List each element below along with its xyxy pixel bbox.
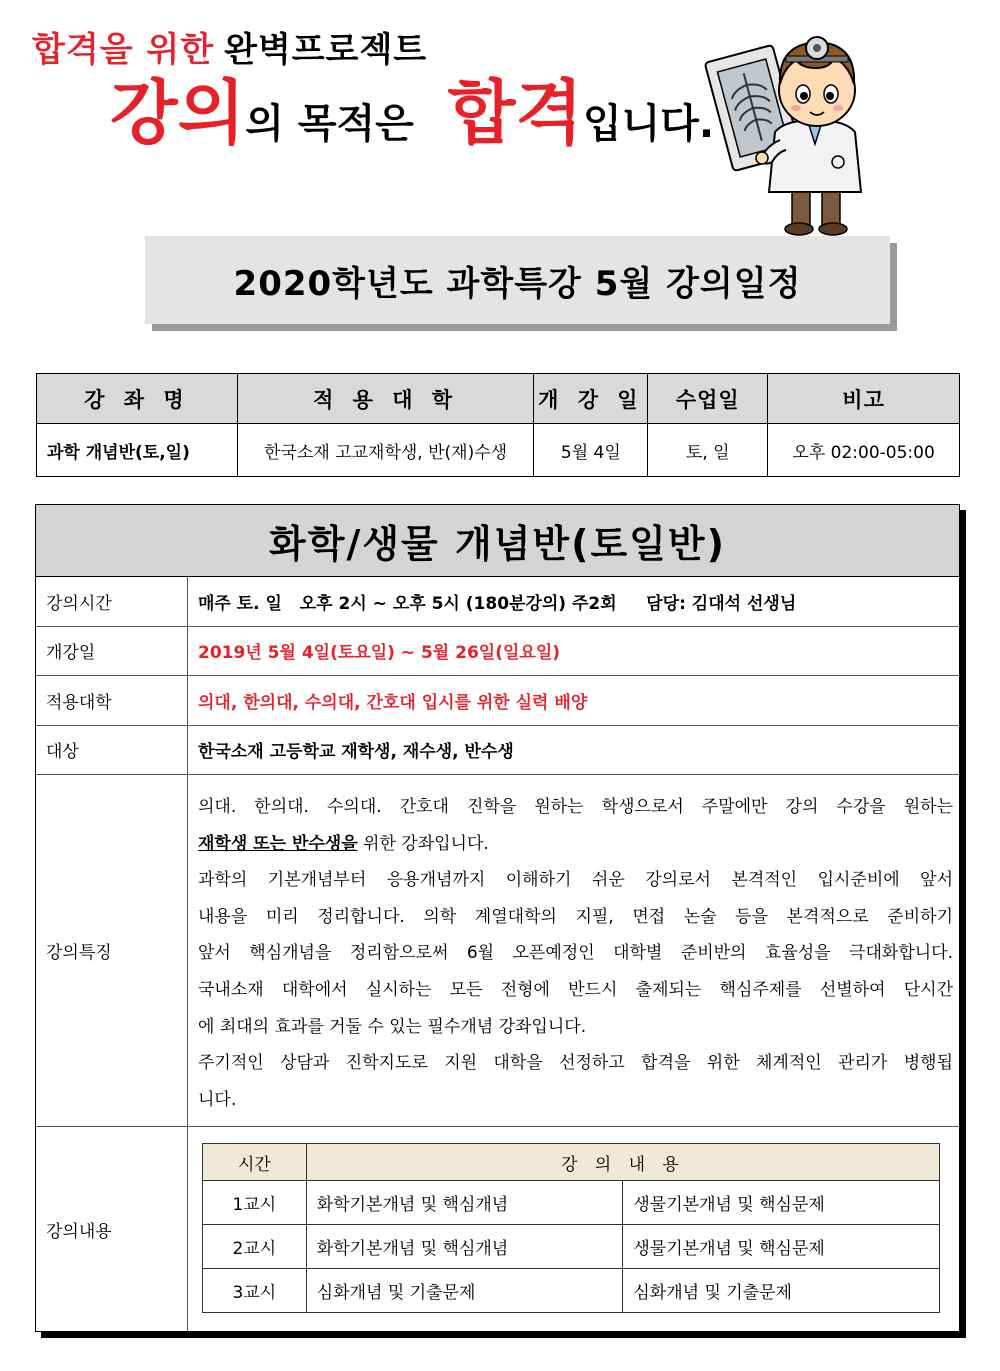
summary-header-note: 비고 [768,374,960,424]
summary-header-university: 적 용 대 학 [237,374,534,424]
summary-table [36,373,960,477]
features-line-rest: 위한 강좌입니다. [357,833,489,854]
features-line: 니다. [198,1089,237,1110]
slogan-red-text: 합격을 위한 [32,30,215,70]
slogan-black-text: 완벽프로젝트 [224,30,428,70]
contents-chemistry: 화학기본개념 및 핵심개념 [306,1181,623,1225]
slogan-ending-text: 입니다. [583,101,715,147]
row-label: 대상 [36,726,188,775]
row-label: 강의특징 [36,775,188,1126]
row-target-students [36,726,959,776]
features-line: 과학의 기본개념부터 응용개념까지 이해하기 쉬운 강의로서 본격적인 입시준비에 앞서 [198,870,953,891]
features-line: 앞서 핵심개념을 정리함으로써 6월 오픈예정인 대학별 준비반의 효율성을 극대화합니다. [198,943,953,964]
row-value: 매주 토. 일 오후 2시 ~ 오후 5시 (180분강의) 주2회 담당: 김대석 선생님 [198,593,797,614]
summary-header-start-date: 개 강 일 [534,374,648,424]
features-line [198,826,953,863]
features-emphasis: 재학생 또는 반수생을 [198,833,358,854]
row-label: 강의시간 [36,577,188,626]
row-start-date [36,627,959,677]
summary-class-days: 토, 일 [648,424,768,477]
contents-cell [188,1127,959,1331]
contents-period: 2교시 [203,1225,307,1269]
contents-row [203,1225,940,1269]
row-features [36,775,959,1127]
row-contents [36,1127,959,1331]
row-target-university [36,676,959,726]
row-value: 2019년 5월 4일(토요일) ~ 5월 26일(일요일) [198,643,561,664]
slogan-line-2 [110,72,715,154]
summary-start-date: 5월 4일 [534,424,648,477]
schedule-banner [145,236,890,324]
summary-university: 한국소재 고교재학생, 반(재)수생 [237,424,534,477]
contents-header-row [203,1144,940,1181]
contents-period: 1교시 [203,1181,307,1225]
features-line: 주기적인 상담과 진학지도로 지원 대학을 선정하고 합격을 위한 체계적인 관리가 병행됩 [198,1053,953,1074]
contents-biology: 생물기본개념 및 핵심문제 [623,1225,940,1269]
summary-header-course: 강 좌 명 [37,374,238,424]
doctor-xray-illustration [700,12,875,237]
contents-chemistry: 심화개념 및 기출문제 [306,1269,623,1313]
features-line: 내용을 미리 정리합니다. 의학 계열대학의 지필, 면접 논술 등을 본격적으로 준비하기 [198,906,953,927]
contents-row [203,1269,940,1313]
row-label: 적용대학 [36,676,188,725]
row-lecture-time [36,577,959,627]
contents-table [202,1143,940,1313]
detail-title-bar [36,505,959,577]
contents-chemistry: 화학기본개념 및 핵심개념 [306,1225,623,1269]
features-line: 의대. 한의대. 수의대. 간호대 진학을 원하는 학생으로서 주말에만 강의 수강을 원하는 [198,797,953,817]
banner-title: 2020학년도 과학특강 5월 강의일정 [233,263,802,304]
features-text [188,775,959,1126]
features-line: 에 최대의 효과를 거둘 수 있는 필수개념 강좌입니다. [198,1016,587,1037]
row-value: 의대, 한의대, 수의대, 간호대 입시를 위한 실력 배양 [198,692,588,713]
slogan-purpose-text: 의 목적은 [245,101,414,147]
contents-row [203,1181,940,1225]
row-label: 개강일 [36,627,188,676]
detail-box [35,504,960,1332]
contents-header-content: 강 의 내 용 [306,1144,939,1181]
summary-note: 오후 02:00-05:00 [768,424,960,477]
row-value: 한국소재 고등학교 재학생, 재수생, 반수생 [198,742,514,763]
slogan-lecture-word: 강의 [110,72,246,154]
row-label: 강의내용 [36,1127,188,1331]
detail-title: 화학/생물 개념반(토일반) [269,522,726,566]
contents-biology: 생물기본개념 및 핵심문제 [623,1181,940,1225]
summary-header-row [37,374,960,424]
summary-row [37,424,960,477]
contents-header-time: 시간 [203,1144,307,1181]
contents-biology: 심화개념 및 기출문제 [623,1269,940,1313]
summary-course-name: 과학 개념반(토,일) [37,424,238,477]
slogan-line-1 [32,22,427,71]
summary-header-class-days: 수업일 [648,374,768,424]
slogan-pass-word: 합격 [447,72,583,154]
features-line: 국내소재 대학에서 실시하는 모든 전형에 반드시 출제되는 핵심주제를 선별하여 단시간 [198,979,953,1000]
contents-period: 3교시 [203,1269,307,1313]
